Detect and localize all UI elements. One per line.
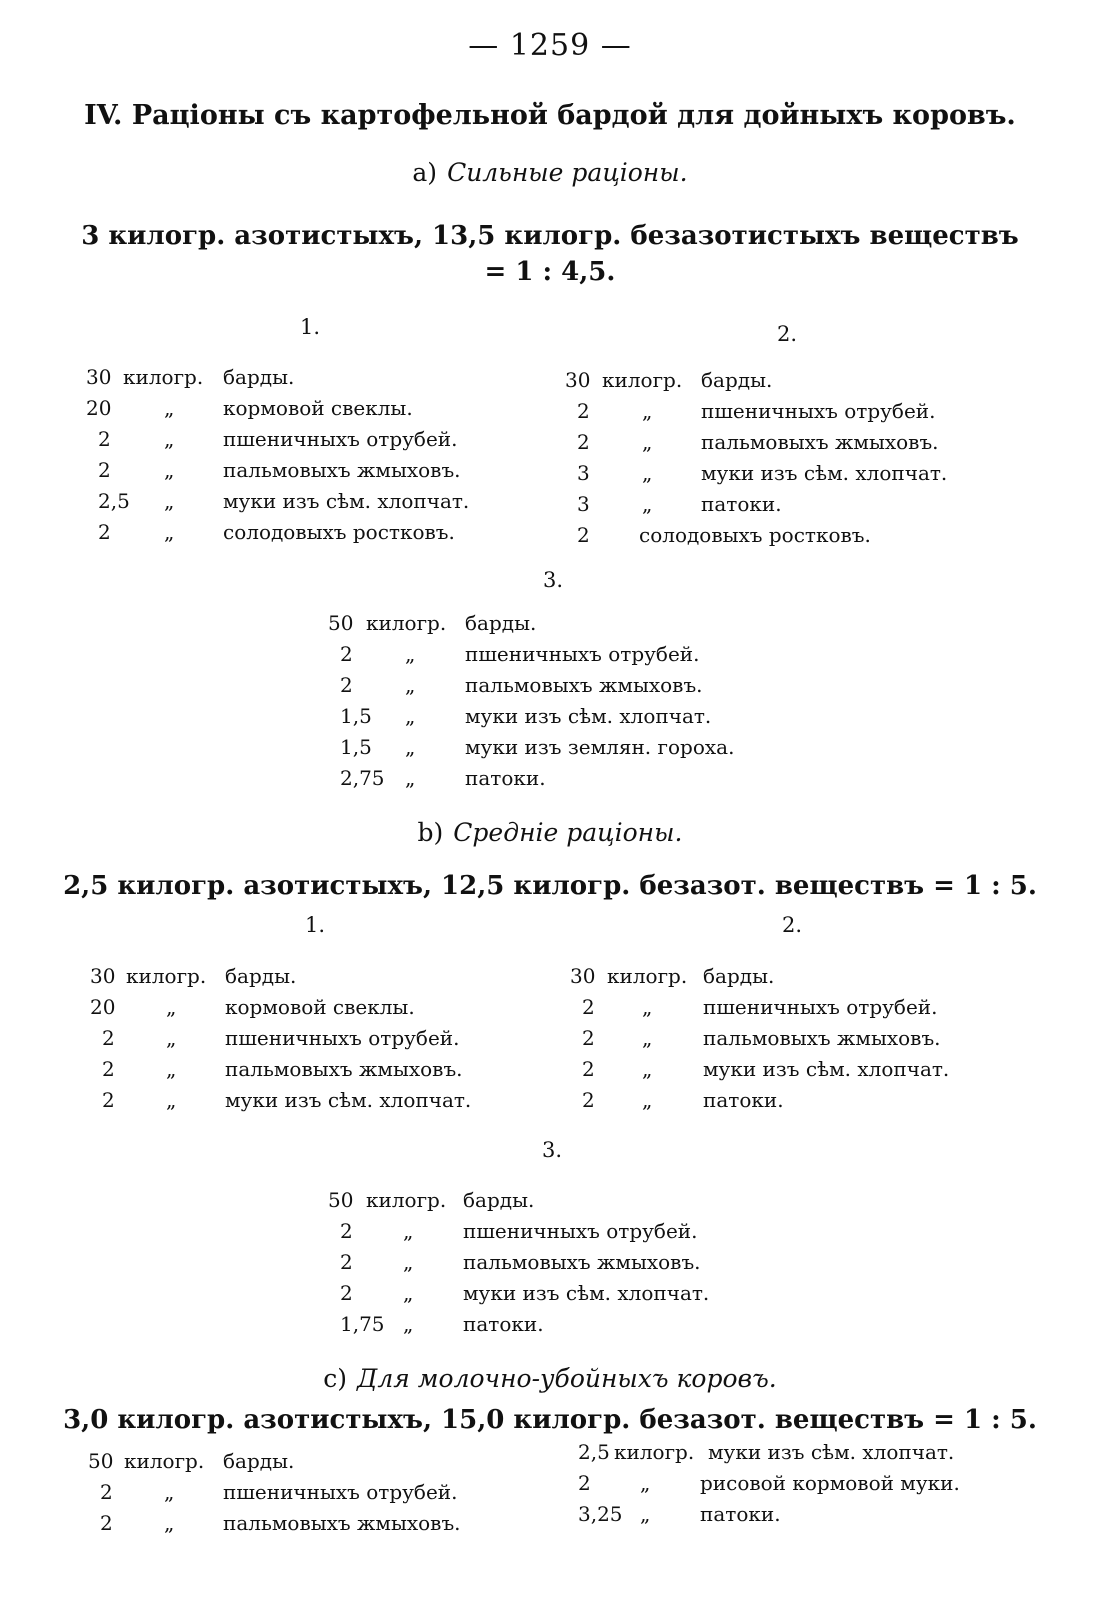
ration-list: [328, 608, 788, 794]
ration-item: патоки.: [701, 492, 782, 516]
ration-item: барды.: [703, 964, 775, 988]
ration-item: муки изъ сѣм. хлопчат.: [225, 1088, 472, 1112]
ration-row: [88, 1446, 548, 1477]
ration-item: пальмовыхъ жмыховъ.: [703, 1026, 941, 1050]
ration-row: [328, 608, 788, 639]
ration-unit: „: [403, 1250, 414, 1274]
ration-unit: „: [405, 735, 416, 759]
ration-item: пальмовыхъ жмыховъ.: [223, 1511, 461, 1535]
ration-qty: 2: [98, 520, 111, 544]
ration-row: [570, 1085, 1030, 1116]
ration-unit: килогр.: [614, 1440, 695, 1464]
ration-row: [565, 489, 1025, 520]
ration-unit: „: [403, 1312, 414, 1336]
chapter-heading: IV. Раціоны съ картофельной бардой для дойныхъ коровъ.: [84, 100, 1016, 131]
ration-unit: „: [164, 1511, 175, 1535]
ration-item: пальмовыхъ жмыховъ.: [463, 1250, 701, 1274]
ration-qty: 50: [328, 1188, 354, 1212]
ration-qty: 2,5: [578, 1440, 610, 1464]
ration-item: муки изъ сѣм. хлопчат.: [708, 1440, 955, 1464]
ration-number: 1.: [305, 913, 326, 937]
ration-row: [90, 1085, 550, 1116]
ration-unit: „: [403, 1281, 414, 1305]
ration-item: пальмовыхъ жмыховъ.: [465, 673, 703, 697]
ration-qty: 2: [578, 1471, 591, 1495]
ration-qty: 2,75: [340, 766, 385, 790]
ration-item: патоки.: [700, 1502, 781, 1526]
ration-qty: 2: [340, 1250, 353, 1274]
ration-row: [570, 1054, 1030, 1085]
section-a-ratio: 3 килогр. азотистыхъ, 13,5 килогр. безазотистыхъ веществъ = 1 : 4,5.: [81, 221, 1019, 287]
section-c-heading: [0, 1364, 1100, 1393]
ration-list: [570, 961, 1030, 1116]
ration-unit: „: [164, 458, 175, 482]
ration-unit: „: [642, 1026, 653, 1050]
ration-unit: килогр.: [123, 365, 204, 389]
ration-item: муки изъ сѣм. хлопчат.: [701, 461, 948, 485]
ration-item: патоки.: [463, 1312, 544, 1336]
ration-row: [328, 1309, 788, 1340]
ration-unit: „: [166, 1057, 177, 1081]
ration-list: [86, 362, 546, 548]
ration-qty: 2: [582, 1088, 595, 1112]
ration-unit: „: [642, 1088, 653, 1112]
ration-row: [86, 362, 546, 393]
ration-item: муки изъ сѣм. хлопчат.: [223, 489, 470, 513]
ration-row: [88, 1477, 548, 1508]
section-b-heading: [0, 818, 1100, 847]
ration-number: 2.: [782, 913, 803, 937]
ration-qty: 2: [102, 1088, 115, 1112]
ration-row: [86, 455, 546, 486]
ration-row: [328, 639, 788, 670]
ration-qty: 2: [577, 399, 590, 423]
ration-row: [328, 1185, 788, 1216]
ration-qty: 50: [88, 1449, 114, 1473]
ration-row: [88, 1508, 548, 1539]
ration-item: патоки.: [703, 1088, 784, 1112]
ration-list: [90, 961, 550, 1116]
section-b-ratio: 2,5 килогр. азотистыхъ, 12,5 килогр. безазот. веществъ = 1 : 5.: [63, 871, 1037, 901]
ration-item: пшеничныхъ отрубей.: [223, 427, 458, 451]
ration-unit: „: [164, 396, 175, 420]
ration-row: [328, 732, 788, 763]
ration-list: [88, 1446, 548, 1539]
section-a-heading: [0, 158, 1100, 187]
ration-qty: 2: [98, 458, 111, 482]
ration-item: пальмовыхъ жмыховъ.: [223, 458, 461, 482]
ration-unit: „: [166, 1026, 177, 1050]
ration-row: [570, 1023, 1030, 1054]
ration-row: [570, 961, 1030, 992]
page-number: — 1259 —: [468, 28, 632, 63]
ration-unit: „: [642, 492, 653, 516]
ration-qty: 30: [90, 964, 116, 988]
ration-unit: „: [166, 1088, 177, 1112]
ration-item: муки изъ сѣм. хлопчат.: [463, 1281, 710, 1305]
ration-number: 3.: [542, 1138, 563, 1162]
ration-row: [90, 992, 550, 1023]
ration-row: [565, 458, 1025, 489]
ration-item: пальмовыхъ жмыховъ.: [701, 430, 939, 454]
ration-item: кормовой свеклы.: [223, 396, 413, 420]
ration-qty: 3: [577, 492, 590, 516]
ration-qty: 2: [340, 642, 353, 666]
ration-qty: 2: [340, 1219, 353, 1243]
ration-item: рисовой кормовой муки.: [700, 1471, 960, 1495]
ration-unit: „: [166, 995, 177, 1019]
ration-unit: „: [405, 766, 416, 790]
ration-unit: килогр.: [607, 964, 688, 988]
ration-unit: килогр.: [126, 964, 207, 988]
ration-row: [578, 1437, 1038, 1468]
ration-item: пшеничныхъ отрубей.: [703, 995, 938, 1019]
ration-qty: 3,25: [578, 1502, 623, 1526]
ration-qty: 2: [582, 1026, 595, 1050]
ration-unit: „: [640, 1502, 651, 1526]
ration-number: 2.: [777, 322, 798, 346]
ration-qty: 2: [98, 427, 111, 451]
ration-list: [565, 365, 1025, 551]
ration-unit: „: [164, 520, 175, 544]
ration-item: пальмовыхъ жмыховъ.: [225, 1057, 463, 1081]
ration-item: муки изъ землян. гороха.: [465, 735, 735, 759]
ration-qty: 2: [582, 1057, 595, 1081]
ration-qty: 50: [328, 611, 354, 635]
ration-number: 1.: [300, 315, 321, 339]
ration-qty: 30: [570, 964, 596, 988]
ration-unit: „: [642, 461, 653, 485]
ration-item: пшеничныхъ отрубей.: [701, 399, 936, 423]
ration-qty: 30: [86, 365, 112, 389]
ration-row: [565, 396, 1025, 427]
ration-row: [328, 763, 788, 794]
ration-qty: 2: [100, 1511, 113, 1535]
section-title: Сильные раціоны.: [447, 158, 688, 187]
ration-item: барды.: [701, 368, 773, 392]
ration-row: [90, 961, 550, 992]
ration-row: [328, 701, 788, 732]
ration-qty: 2: [340, 1281, 353, 1305]
ration-qty: 2: [582, 995, 595, 1019]
ration-row: [90, 1054, 550, 1085]
ration-row: [86, 393, 546, 424]
ration-qty: 2: [100, 1480, 113, 1504]
ration-unit: „: [405, 673, 416, 697]
ration-row: [565, 365, 1025, 396]
ration-list: [578, 1437, 1038, 1530]
ration-row: [578, 1499, 1038, 1530]
ration-row: [90, 1023, 550, 1054]
ration-row: [578, 1468, 1038, 1499]
ration-item: барды.: [463, 1188, 535, 1212]
ration-number: 3.: [543, 568, 564, 592]
ration-item: солодовыхъ ростковъ.: [223, 520, 455, 544]
section-title: Средніе раціоны.: [453, 818, 683, 847]
section-c-ratio: 3,0 килогр. азотистыхъ, 15,0 килогр. безазот. веществъ = 1 : 5.: [63, 1405, 1037, 1435]
ration-item: пшеничныхъ отрубей.: [223, 1480, 458, 1504]
ration-item: барды.: [225, 964, 297, 988]
ration-qty: 2: [577, 523, 590, 547]
ration-row: [565, 520, 1025, 551]
section-letter: c): [323, 1364, 348, 1393]
section-letter: a): [412, 158, 438, 187]
ration-item: пшеничныхъ отрубей.: [465, 642, 700, 666]
ration-qty: 3: [577, 461, 590, 485]
ration-unit: „: [640, 1471, 651, 1495]
ration-item: барды.: [223, 1449, 295, 1473]
ration-qty: 1,75: [340, 1312, 385, 1336]
ration-unit: килогр.: [366, 611, 447, 635]
ration-qty: 2: [577, 430, 590, 454]
section-letter: b): [417, 818, 444, 847]
ration-qty: 1,5: [340, 735, 372, 759]
ration-unit: килогр.: [124, 1449, 205, 1473]
ration-row: [565, 427, 1025, 458]
ration-item: муки изъ сѣм. хлопчат.: [465, 704, 712, 728]
ration-unit: „: [642, 1057, 653, 1081]
ration-row: [328, 1216, 788, 1247]
ration-qty: 2,5: [98, 489, 130, 513]
ration-unit: „: [164, 1480, 175, 1504]
ration-row: [328, 1247, 788, 1278]
ration-unit: „: [642, 430, 653, 454]
ration-item: солодовыхъ ростковъ.: [639, 523, 871, 547]
ration-item: пшеничныхъ отрубей.: [463, 1219, 698, 1243]
ration-qty: 2: [102, 1057, 115, 1081]
ration-list: [328, 1185, 788, 1340]
ration-unit: „: [405, 642, 416, 666]
ration-unit: „: [405, 704, 416, 728]
ration-qty: 2: [340, 673, 353, 697]
ration-qty: 30: [565, 368, 591, 392]
ration-row: [328, 1278, 788, 1309]
ration-row: [86, 424, 546, 455]
section-title: Для молочно-убойныхъ коровъ.: [357, 1364, 777, 1393]
ration-row: [328, 670, 788, 701]
ration-unit: „: [164, 489, 175, 513]
ration-unit: „: [642, 399, 653, 423]
ration-item: патоки.: [465, 766, 546, 790]
ration-item: кормовой свеклы.: [225, 995, 415, 1019]
ration-qty: 1,5: [340, 704, 372, 728]
ration-item: барды.: [465, 611, 537, 635]
ration-item: барды.: [223, 365, 295, 389]
ration-row: [86, 486, 546, 517]
ration-qty: 20: [90, 995, 116, 1019]
ration-qty: 20: [86, 396, 112, 420]
ration-unit: „: [164, 427, 175, 451]
ration-item: пшеничныхъ отрубей.: [225, 1026, 460, 1050]
ration-unit: „: [642, 995, 653, 1019]
ration-row: [86, 517, 546, 548]
ration-item: муки изъ сѣм. хлопчат.: [703, 1057, 950, 1081]
ration-unit: килогр.: [366, 1188, 447, 1212]
ration-unit: килогр.: [602, 368, 683, 392]
ration-unit: „: [403, 1219, 414, 1243]
ration-row: [570, 992, 1030, 1023]
ration-qty: 2: [102, 1026, 115, 1050]
